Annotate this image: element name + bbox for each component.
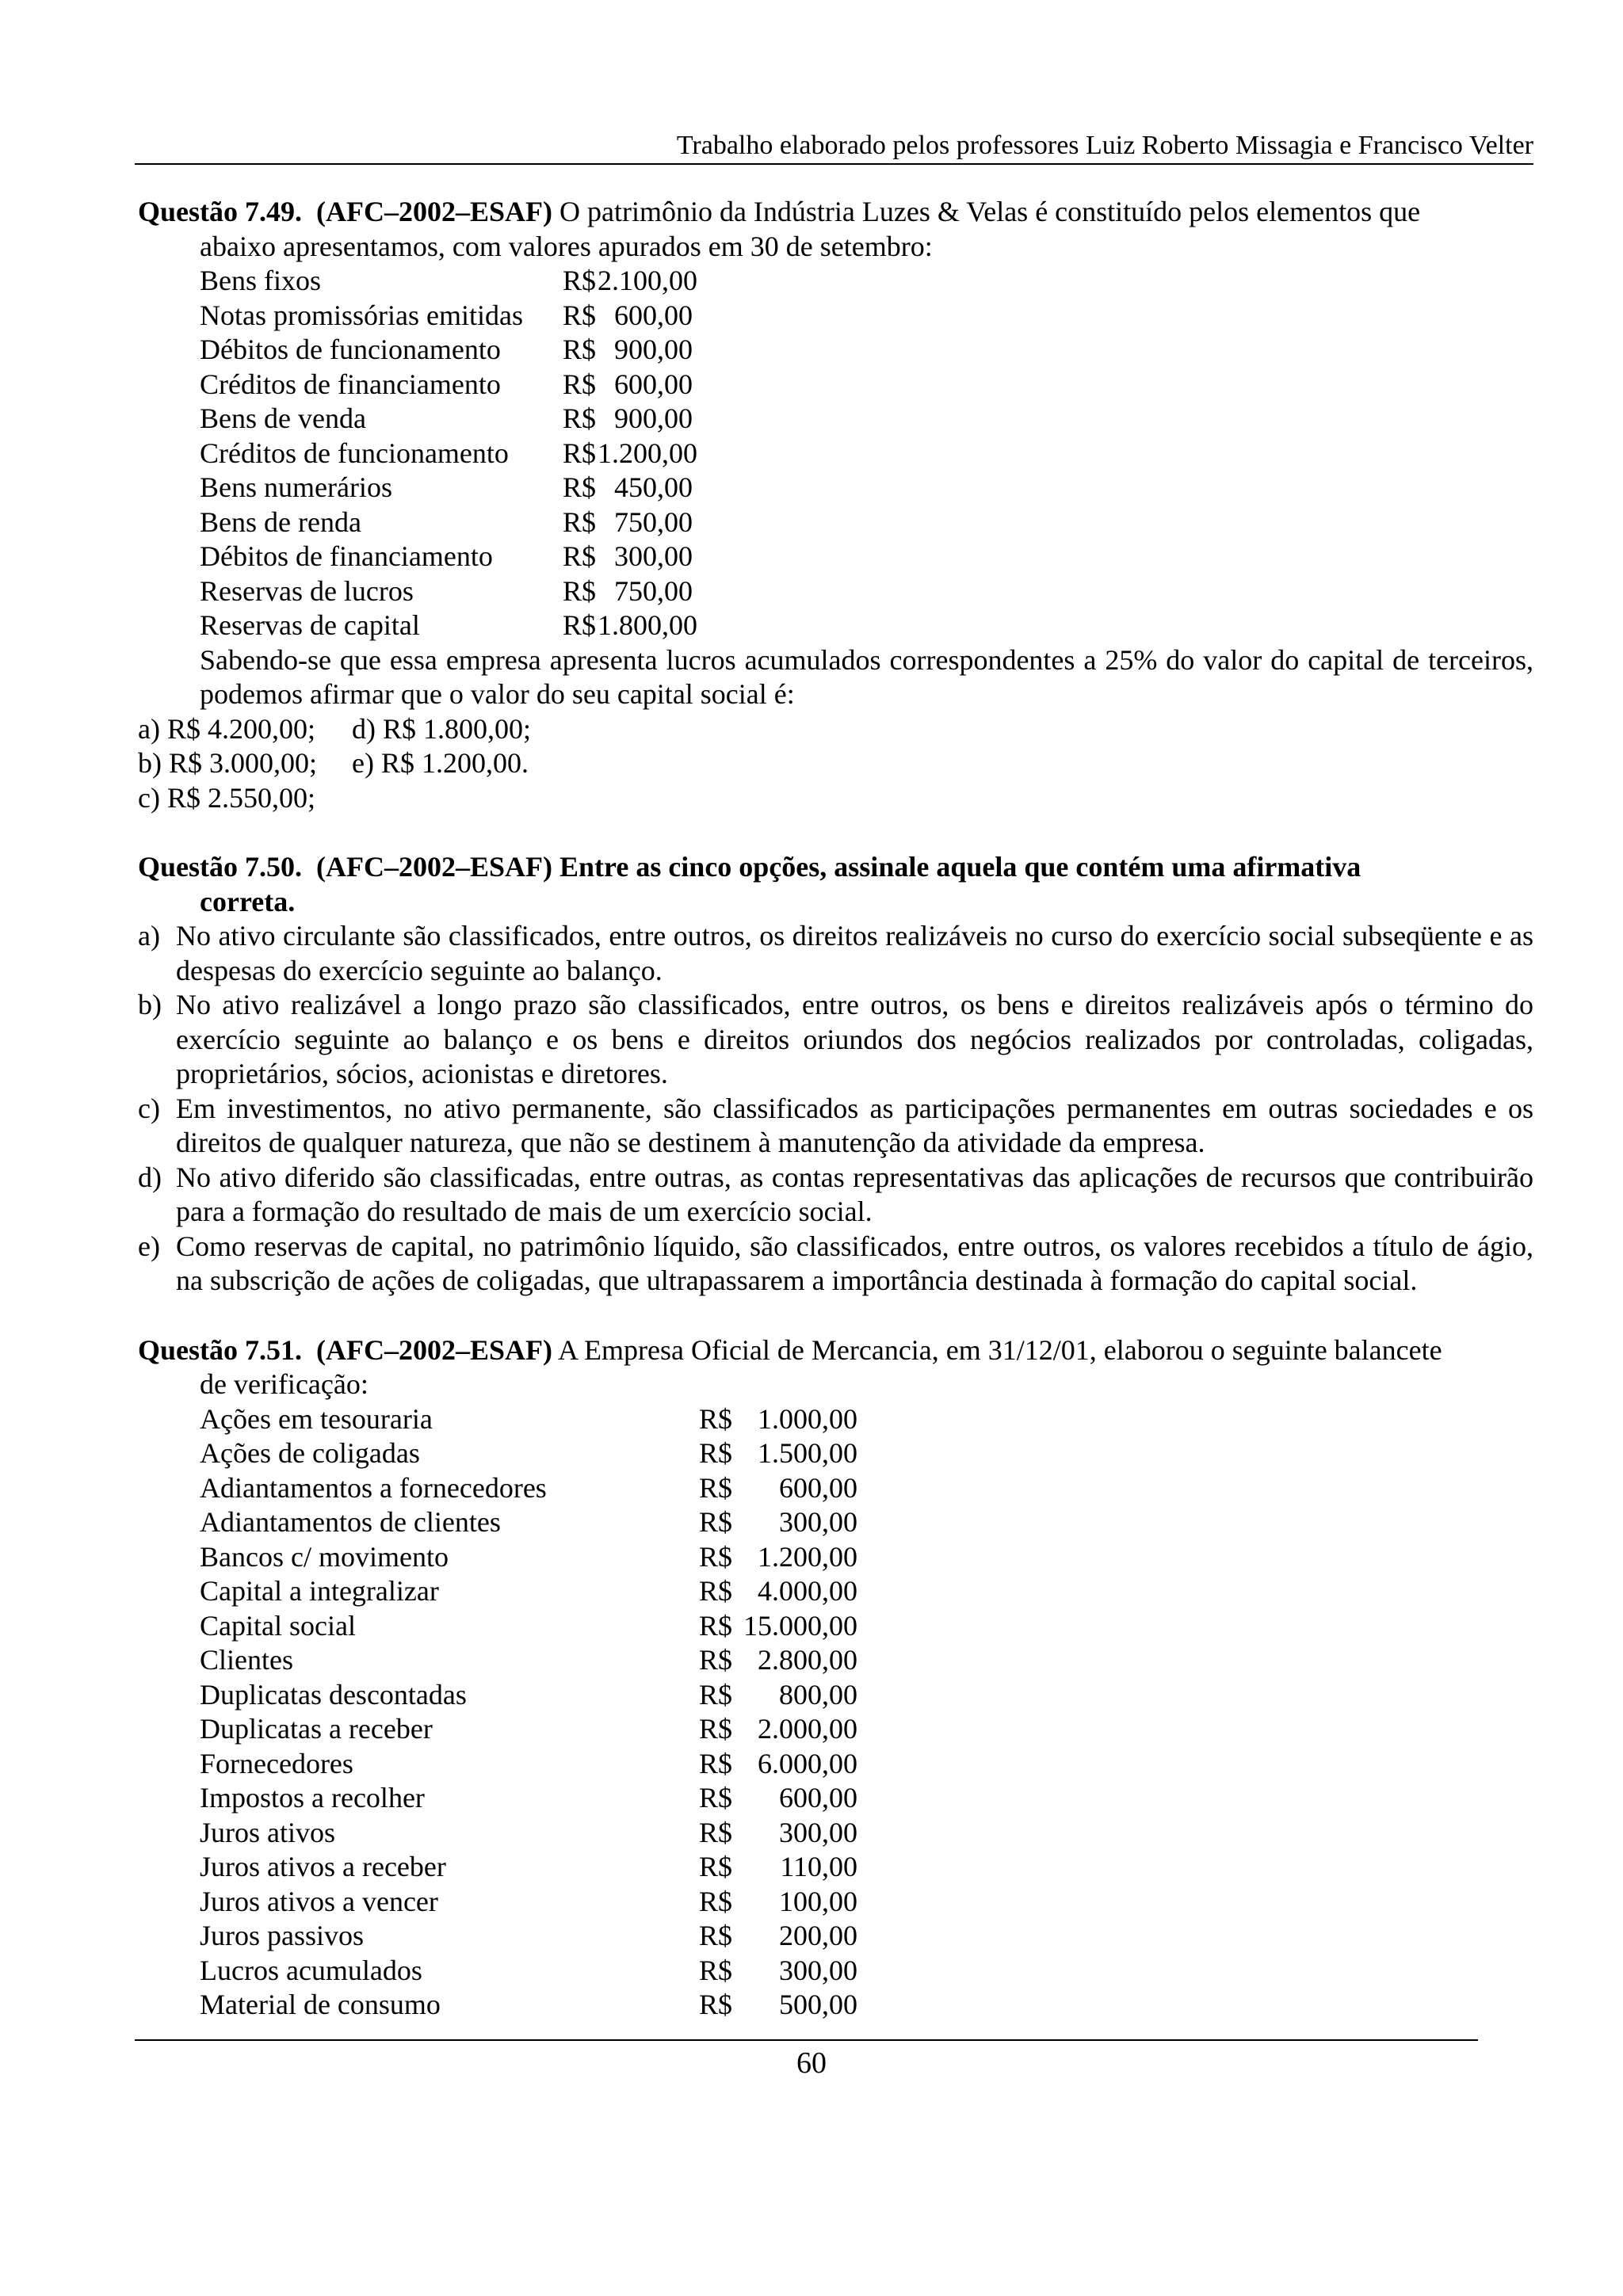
asset-row: Bens fixos R$ 2.100,00: [200, 265, 697, 296]
page-number: 60: [796, 2046, 827, 2080]
asset-row: Reservas de capital R$ 1.800,00: [200, 609, 697, 641]
balance-row: Material de consumo R$ 500,00: [200, 1989, 857, 2020]
balance-row: Duplicatas a receber R$ 2.000,00: [200, 1713, 857, 1745]
balance-row: Juros ativos a receber R$ 110,00: [200, 1851, 857, 1882]
option-a[interactable]: a) R$ 4.200,00;: [138, 712, 315, 745]
balance-row: Capital a integralizar R$ 4.000,00: [200, 1575, 857, 1607]
balance-row: Adiantamentos a fornecedores R$ 600,00: [200, 1471, 857, 1504]
question-source: (AFC–2002–ESAF): [316, 196, 552, 227]
question-7-51-heading: [138, 1333, 1533, 1368]
question-source: (AFC–2002–ESAF): [316, 851, 552, 883]
question-title-continued: correta.: [200, 885, 296, 917]
option-e[interactable]: e) R$ 1.200,00.: [352, 747, 529, 779]
question-intro: O patrimônio da Indústria Luzes & Velas é constituído pelos elementos que: [559, 196, 1421, 227]
asset-list: [138, 264, 1533, 643]
option-c[interactable]: c) Em investimentos, no ativo permanente, são classificados as participações permanentes em outras sociedades e os direitos de qualquer natureza, que não se destinem à manutenção da atividade da empresa.: [138, 1092, 1533, 1158]
balance-row: Ações de coligadas R$ 1.500,00: [200, 1437, 857, 1469]
question-number: Questão 7.51.: [138, 1333, 302, 1366]
question-7-50: [138, 850, 1533, 1299]
question-intro-continued: abaixo apresentamos, com valores apurados em 30 de setembro:: [200, 230, 933, 262]
balance-row: Juros passivos R$ 200,00: [200, 1920, 857, 1951]
balance-row: Impostos a recolher R$ 600,00: [200, 1782, 857, 1814]
asset-row: Créditos de funcionamento R$ 1.200,00: [200, 437, 697, 469]
balance-row: Ações em tesouraria R$ 1.000,00: [200, 1402, 857, 1435]
footer-rule: [135, 2039, 1478, 2041]
option-d[interactable]: d) No ativo diferido são classificadas, entre outras, as contas representativas das aplicações de recursos que contribuirão para a formação do resultado de mais de um exercício social.: [138, 1161, 1533, 1227]
running-header: Trabalho elaborado pelos professores Luiz Roberto Missagia e Francisco Velter: [676, 131, 1533, 160]
option-a[interactable]: a) No ativo circulante são classificados, entre outros, os direitos realizáveis no curso do exercício social subseqüente e as despesas do exercício seguinte ao balanço.: [138, 920, 1533, 986]
question-7-49-heading: [138, 195, 1533, 230]
balance-row: Fornecedores R$ 6.000,00: [200, 1747, 857, 1779]
balance-row: Duplicatas descontadas R$ 800,00: [200, 1678, 857, 1711]
header-rule: [135, 163, 1533, 165]
balance-row: Bancos c/ movimento R$ 1.200,00: [200, 1540, 857, 1573]
balance-row: Juros ativos a vencer R$ 100,00: [200, 1885, 857, 1917]
asset-row: Bens de venda R$ 900,00: [200, 402, 693, 434]
question-7-50-heading: [138, 850, 1533, 885]
question-number: Questão 7.50.: [138, 851, 302, 883]
asset-row: Débitos de financiamento R$ 300,00: [200, 540, 693, 572]
asset-row: Créditos de financiamento R$ 600,00: [200, 368, 693, 400]
option-b[interactable]: b) R$ 3.000,00;: [138, 747, 318, 779]
answer-options: [138, 919, 1533, 1299]
question-7-51: [138, 1333, 1533, 2023]
question-intro: A Empresa Oficial de Mercancia, em 31/12/01, elaborou o seguinte balancete: [558, 1333, 1442, 1366]
question-title: Entre as cinco opções, assinale aquela que contém uma afirmativa: [559, 851, 1361, 883]
balance-row: Juros ativos R$ 300,00: [200, 1816, 857, 1848]
page-content: [138, 195, 1533, 2023]
option-d[interactable]: d) R$ 1.800,00;: [352, 712, 532, 745]
trial-balance-list: [138, 1402, 1533, 2023]
option-b[interactable]: b) No ativo realizável a longo prazo são classificados, entre outros, os bens e direitos realizáveis após o término do exercício seguinte ao balanço e os bens e direitos oriundos dos negócios realizados por controladas, coligadas, proprietários, sócios, acionistas e diretores.: [138, 989, 1533, 1089]
balance-row: Adiantamentos de clientes R$ 300,00: [200, 1506, 857, 1538]
balance-row: Clientes R$ 2.800,00: [200, 1644, 857, 1676]
asset-row: Notas promissórias emitidas R$ 600,00: [200, 299, 693, 331]
question-7-49: [138, 195, 1533, 815]
asset-row: Bens numerários R$ 450,00: [200, 471, 693, 503]
question-intro-continued: de verificação:: [200, 1368, 369, 1400]
asset-row: Bens de renda R$ 750,00: [200, 505, 693, 538]
answer-options: [138, 712, 1533, 816]
asset-row: Reservas de lucros R$ 750,00: [200, 574, 693, 607]
question-source: (AFC–2002–ESAF): [316, 1333, 552, 1366]
question-statement: Sabendo-se que essa empresa apresenta lucros acumulados correspondentes a 25% do valor do capital de terceiros, podemos afirmar que o valor do seu capital social é:: [200, 643, 1533, 710]
balance-row: Lucros acumulados R$ 300,00: [200, 1954, 857, 1986]
balance-row: Capital social R$ 15.000,00: [200, 1609, 857, 1642]
asset-row: Débitos de funcionamento R$ 900,00: [200, 334, 693, 365]
question-number: Questão 7.49.: [138, 196, 302, 227]
option-c[interactable]: c) R$ 2.550,00;: [138, 781, 315, 814]
option-e[interactable]: e) Como reservas de capital, no patrimônio líquido, são classificados, entre outros, os valores recebidos a título de ágio, na subscrição de ações de coligadas, que ultrapassarem a importância destinada à formação do capital social.: [138, 1230, 1533, 1296]
